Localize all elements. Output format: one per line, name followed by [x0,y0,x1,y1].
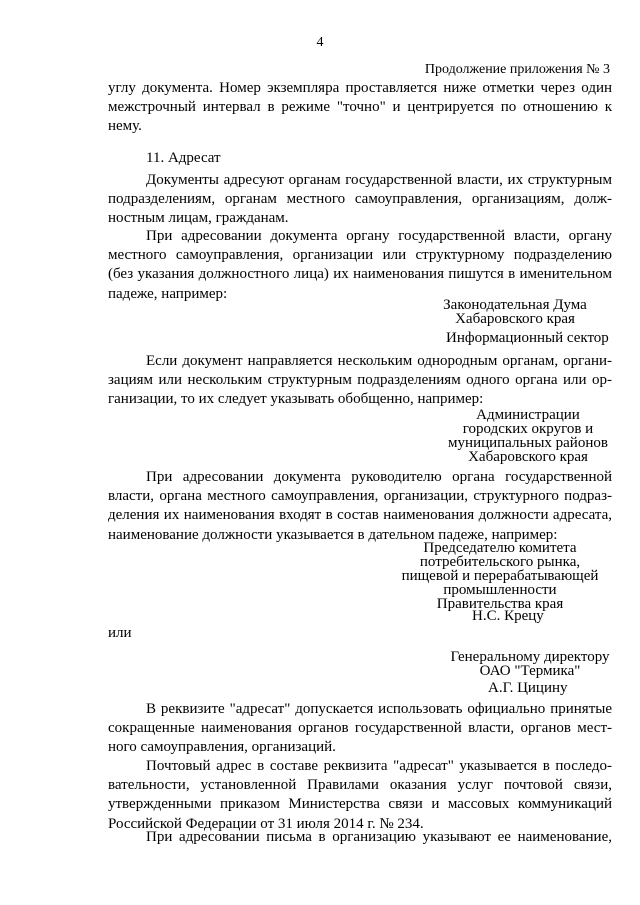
section-title: 11. Адресат [146,150,221,166]
paragraph-5 [108,468,612,545]
or-word: или [108,625,132,641]
text-line: вательности, установленной Правилами оказания услуг почтовой связи, [108,777,612,794]
example-addressee-4 [395,541,605,611]
text-line: Почтовый адрес в составе реквизита "адресат" указывается в последо- [146,758,612,774]
text-line: При адресовании письма в организацию указывают ее наименование, [146,829,612,845]
text-line: падеже, например: [108,285,228,302]
paragraph-3 [108,227,612,304]
text-line: ганизации, то их следует указывать обобщенно, например: [108,391,484,408]
text-line: углу документа. Номер экземпляра проставляется ниже отметки через один [108,80,612,96]
example-addressee-5 [425,650,635,678]
text-line: межстрочный интервал в режиме "точно" и центрируется по отношению к [108,99,612,116]
addressee-line: Председателю комитета [423,540,577,556]
text-line: Российской Федерации от 31 июля 2014 г. № 234. [108,815,424,832]
addressee-line: Хабаровского края [455,311,575,327]
addressee-name-1: Н.С. Крецу [472,608,544,624]
text-line: нему. [108,118,142,135]
paragraph-6 [108,700,612,758]
paragraph-7 [108,757,612,834]
text-line: (без указания должностного лица) их наименования пишутся в именительном [108,266,612,283]
text-line: ного самоуправления, организаций. [108,739,336,756]
paragraph-2 [108,171,612,229]
text-line: При адресовании документа органу государственной власти, органу [146,228,612,244]
paragraph-4 [108,352,612,410]
addressee-line: потребительского рынка, [419,554,581,570]
addressee-line: Хабаровского края [468,449,588,465]
appendix-header: Продолжение приложения № 3 [424,62,610,77]
text-line: сокращенные наименования органов государственной власти, органов мест- [108,720,612,737]
example-addressee-2: Информационный сектор [446,330,609,346]
page-number: 4 [316,35,324,50]
text-line: власти, органа местного самоуправления, организации, структурного подраз- [108,488,612,505]
addressee-line: пищевой и перерабатывающей [401,568,599,584]
example-addressee-1 [430,298,600,326]
paragraph-8 [108,828,612,847]
addressee-line: Законодательная Дума [443,297,587,313]
text-line: утвержденными приказом Министерства связи и массовых коммуникаций [108,796,612,813]
addressee-line: Администрации [476,407,580,423]
text-line: При адресовании документа руководителю органа государственной [146,469,612,485]
paragraph-1 [108,79,612,137]
addressee-line: Правительства края [436,596,564,612]
text-line: ностным лицам, гражданам. [108,210,289,227]
text-line: В реквизите "адресат" допускается использовать официально принятые [146,701,612,717]
addressee-line: муниципальных районов [448,435,608,451]
text-line: Документы адресуют органам государственной власти, их структурным [146,172,612,188]
addressee-line: промышленности [443,582,557,598]
addressee-line: городских округов и [462,421,594,437]
text-line: Если документ направляется нескольким однородным органам, органи- [146,353,612,369]
addressee-line: Генеральному директору [450,649,610,665]
text-line: наименование должности указывается в дательном падеже, например: [108,526,558,543]
addressee-name-2: А.Г. Цицину [488,680,568,696]
text-line: местного самоуправления, организации или структурному подразделению [108,247,612,264]
text-line: зациям или нескольким структурным подразделениям одного органа или ор- [108,372,612,389]
example-addressee-3 [438,408,618,464]
text-line: подразделениям, органам местного самоуправления, организациям, долж- [108,191,612,208]
addressee-line: ОАО "Термика" [479,663,581,679]
text-line: деления их наименования входят в состав наименования должности адресата, [108,507,612,524]
